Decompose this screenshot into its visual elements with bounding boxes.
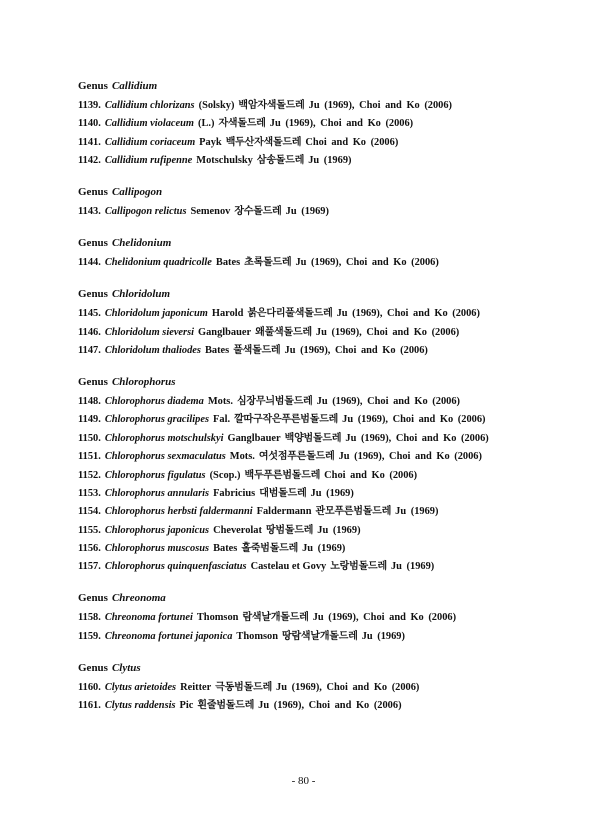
genus-heading <box>78 661 578 675</box>
species-entry <box>78 307 578 321</box>
korean-name: 백두산자색돌드레 <box>225 136 302 148</box>
korean-name: 백양범돌드레 <box>284 432 342 444</box>
references: Ju (1969), Choi and Ko (2006) <box>342 414 486 426</box>
species-entry <box>78 205 578 219</box>
author-name: Reitter <box>180 681 212 693</box>
genus-heading <box>78 185 578 199</box>
author-name: Bates <box>204 344 230 356</box>
references: Ju (1969), Choi and Ko (2006) <box>295 257 439 269</box>
entry-number: 1143. <box>78 206 101 218</box>
korean-name: 심장무늬범돌드레 <box>236 395 313 407</box>
scientific-name: Chloridolum sieversi <box>104 326 195 338</box>
scientific-name: Chlorophorus diadema <box>104 395 204 407</box>
korean-name: 삼송돌드레 <box>256 155 305 167</box>
species-entry <box>78 413 578 427</box>
author-name: Fal. <box>213 414 231 426</box>
species-list <box>78 79 578 730</box>
author-name: Ganglbauer <box>227 432 281 444</box>
species-entry <box>78 344 578 358</box>
entry-number: 1154. <box>78 506 101 518</box>
entry-number: 1146. <box>78 326 101 338</box>
references: Ju (1969), Choi and Ko (2006) <box>284 344 428 356</box>
genus-label: Genus <box>78 186 108 199</box>
entry-number: 1139. <box>78 100 101 111</box>
references: Choi and Ko (2006) <box>324 469 418 481</box>
author-name: Mots. <box>229 451 255 463</box>
genus-label: Genus <box>78 661 108 674</box>
page-number: - 80 - <box>291 775 316 787</box>
entry-number: 1144. <box>78 257 101 269</box>
author-name: Thomson <box>196 612 239 624</box>
genus-section <box>78 185 578 219</box>
scientific-name: Chlorophorus muscosus <box>104 543 210 555</box>
entry-number: 1140. <box>78 118 101 130</box>
author-name: Bates <box>215 257 241 269</box>
genus-section <box>78 236 578 270</box>
author-name: Fabricius <box>213 487 256 499</box>
references: Ju (1969), Choi and Ko (2006) <box>308 100 453 111</box>
genus-name: Chloridolum <box>111 288 171 301</box>
references: Ju (1969) <box>361 630 405 642</box>
scientific-name: Chlorophorus sexmaculatus <box>104 451 226 463</box>
species-entry <box>78 450 578 464</box>
scientific-name: Callidium coriaceum <box>104 136 196 148</box>
genus-section <box>78 287 578 358</box>
entry-number: 1158. <box>78 612 101 624</box>
scientific-name: Callidium rufipenne <box>104 155 193 167</box>
references: Ju (1969), Choi and Ko (2006) <box>338 451 482 463</box>
entry-number: 1155. <box>78 524 101 536</box>
species-entry <box>78 542 578 556</box>
references: Ju (1969), Choi and Ko (2006) <box>315 326 460 338</box>
references: Ju (1969), Choi and Ko (2006) <box>269 118 414 130</box>
genus-name: Callipogon <box>111 186 163 199</box>
author-name: Motschulsky <box>196 155 253 167</box>
scientific-name: Chelidonium quadricolle <box>104 257 212 269</box>
author-name: (L.) <box>198 118 215 130</box>
genus-name: Callidium <box>111 80 158 92</box>
species-entry <box>78 326 578 340</box>
korean-name: 장수돌드레 <box>234 206 282 218</box>
entry-number: 1152. <box>78 469 101 481</box>
species-entry <box>78 611 578 625</box>
scientific-name: Chlorophorus annularis <box>104 487 210 499</box>
korean-name: 자색돌드레 <box>218 118 266 130</box>
references: Choi and Ko (2006) <box>305 136 399 148</box>
genus-label: Genus <box>78 80 108 92</box>
author-name: Mots. <box>207 395 233 407</box>
scientific-name: Callidium violaceum <box>104 118 195 130</box>
genus-heading <box>78 236 578 250</box>
scientific-name: Clytus raddensis <box>104 700 176 712</box>
scientific-name: Chlorophorus figulatus <box>104 469 206 481</box>
scientific-name: Chreonoma fortunei <box>104 612 193 624</box>
genus-label: Genus <box>78 237 108 250</box>
author-name: Pic <box>179 700 194 712</box>
species-entry <box>78 136 578 150</box>
entry-number: 1149. <box>78 414 101 426</box>
species-entry <box>78 256 578 270</box>
author-name: Semenov <box>190 206 231 218</box>
korean-name: 백두푸른범돌드레 <box>244 469 321 481</box>
species-entry <box>78 524 578 538</box>
korean-name: 땅범돌드레 <box>265 524 314 536</box>
scientific-name: Chloridolum japonicum <box>104 308 208 320</box>
author-name: Bates <box>213 543 238 555</box>
author-name: Payk <box>199 136 222 148</box>
references: Ju (1969) <box>302 543 346 555</box>
author-name: Castelau et Govy <box>250 561 327 573</box>
scientific-name: Callidium chlorizans <box>104 100 195 111</box>
entry-number: 1150. <box>78 432 101 444</box>
korean-name: 홀죽범돌드레 <box>241 543 299 555</box>
entry-number: 1153. <box>78 487 101 499</box>
entry-number: 1142. <box>78 155 101 167</box>
references: Ju (1969), Choi and Ko (2006) <box>336 308 480 320</box>
entry-number: 1159. <box>78 630 101 642</box>
korean-name: 노랑범돌드레 <box>330 561 387 573</box>
korean-name: 붉은다리풀색돌드레 <box>247 308 333 320</box>
scientific-name: Chlorophorus gracilipes <box>104 414 210 426</box>
entry-number: 1141. <box>78 136 101 148</box>
genus-heading <box>78 287 578 301</box>
entry-number: 1156. <box>78 543 101 555</box>
species-entry <box>78 432 578 446</box>
entry-number: 1157. <box>78 561 101 573</box>
genus-section <box>78 375 578 575</box>
references: Ju (1969) <box>308 155 352 167</box>
genus-section <box>78 591 578 643</box>
scientific-name: Chlorophorus herbsti faldermanni <box>104 506 253 518</box>
species-entry <box>78 154 578 168</box>
genus-name: Clytus <box>111 661 141 674</box>
references: Ju (1969), Choi and Ko (2006) <box>345 432 489 444</box>
references: Ju (1969), Choi and Ko (2006) <box>312 612 457 624</box>
korean-name: 극동범돌드레 <box>215 681 273 693</box>
scientific-name: Chlorophorus motschulskyi <box>104 432 224 444</box>
author-name: (Solsky) <box>198 100 235 111</box>
species-entry <box>78 487 578 501</box>
genus-heading <box>78 79 578 93</box>
species-entry <box>78 117 578 131</box>
genus-section <box>78 79 578 168</box>
references: Ju (1969), Choi and Ko (2006) <box>316 395 460 407</box>
korean-name: 백암자색돌드레 <box>238 100 305 111</box>
genus-label: Genus <box>78 288 108 301</box>
genus-heading <box>78 591 578 605</box>
species-entry <box>78 469 578 483</box>
author-name: Thomson <box>236 630 278 642</box>
author-name: Cheverolat <box>213 524 262 536</box>
scientific-name: Chlorophorus quinquenfasciatus <box>104 561 247 573</box>
references: Ju (1969) <box>395 506 439 518</box>
entry-number: 1151. <box>78 451 101 463</box>
entry-number: 1147. <box>78 344 101 356</box>
genus-label: Genus <box>78 592 108 605</box>
scientific-name: Chloridolum thaliodes <box>104 344 201 356</box>
species-entry <box>78 681 578 695</box>
references: Ju (1969) <box>390 561 435 573</box>
scientific-name: Callipogon relictus <box>104 206 187 218</box>
author-name: Faldermann <box>256 506 312 518</box>
entry-number: 1160. <box>78 681 101 693</box>
korean-name: 람색날개돌드레 <box>242 612 309 624</box>
korean-name: 깔따구작은푸른범돌드레 <box>234 414 339 426</box>
korean-name: 초록돌드레 <box>244 257 292 269</box>
genus-name: Chelidonium <box>111 237 172 250</box>
author-name: (Scop.) <box>209 469 241 481</box>
korean-name: 대범돌드레 <box>259 487 307 499</box>
korean-name: 왜풀색돌드레 <box>255 326 312 338</box>
author-name: Harold <box>211 308 244 320</box>
genus-name: Chreonoma <box>111 592 166 605</box>
korean-name: 여섯점푸른돌드레 <box>258 451 335 463</box>
entry-number: 1161. <box>78 700 101 712</box>
references: Ju (1969), Choi and Ko (2006) <box>258 700 402 712</box>
species-entry <box>78 630 578 644</box>
genus-name: Chlorophorus <box>111 375 176 388</box>
author-name: Ganglbauer <box>198 326 252 338</box>
species-entry <box>78 560 578 574</box>
genus-label: Genus <box>78 375 108 388</box>
species-entry <box>78 395 578 409</box>
species-entry <box>78 699 578 713</box>
species-entry <box>78 505 578 519</box>
genus-heading <box>78 375 578 389</box>
references: Ju (1969) <box>317 524 361 536</box>
scientific-name: Chlorophorus japonicus <box>104 524 210 536</box>
entry-number: 1148. <box>78 395 101 407</box>
scientific-name: Clytus arietoides <box>104 681 177 693</box>
korean-name: 관모푸른범돌드레 <box>315 506 392 518</box>
references: Ju (1969), Choi and Ko (2006) <box>276 681 420 693</box>
korean-name: 땅람색날개돌드레 <box>282 630 358 642</box>
korean-name: 흰줄범돌드레 <box>197 700 255 712</box>
scientific-name: Chreonoma fortunei japonica <box>104 630 233 642</box>
species-entry <box>78 99 578 113</box>
references: Ju (1969) <box>310 487 354 499</box>
korean-name: 풀색돌드레 <box>233 344 281 356</box>
entry-number: 1145. <box>78 308 101 320</box>
references: Ju (1969) <box>285 206 329 218</box>
genus-section <box>78 661 578 713</box>
